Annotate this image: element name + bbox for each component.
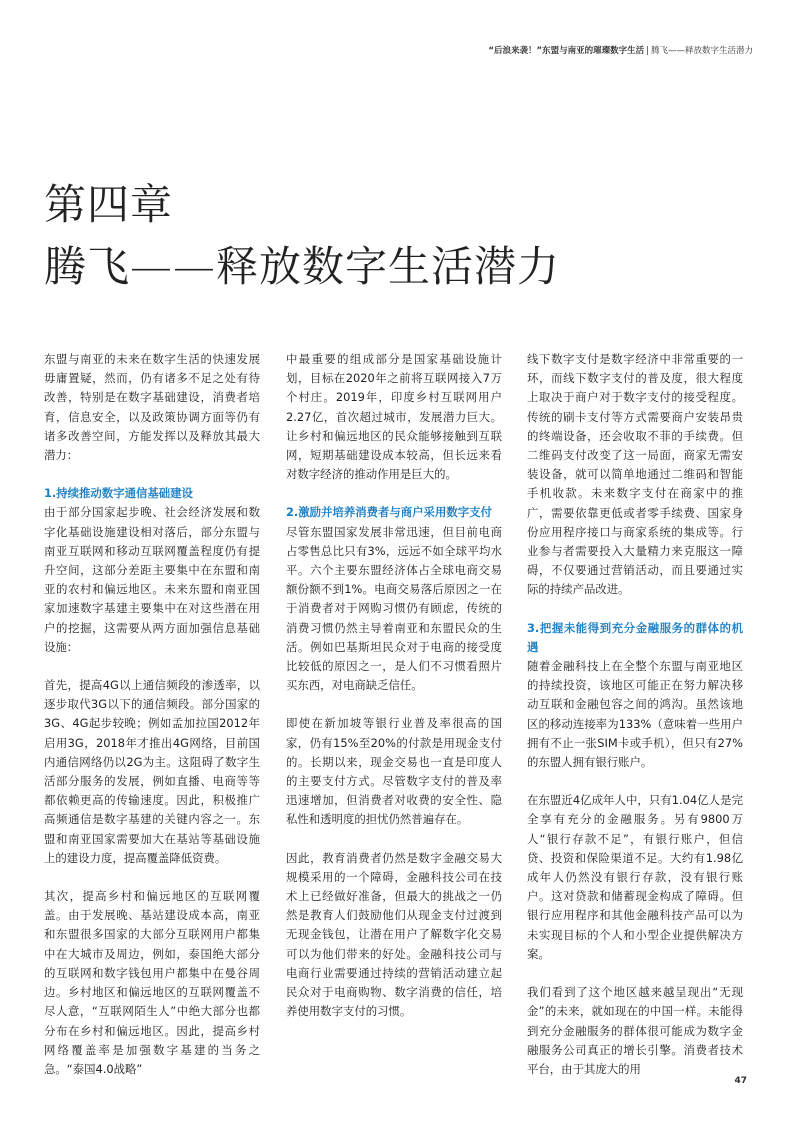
text-column-3 xyxy=(527,350,743,1079)
page-number: 47 xyxy=(734,1076,747,1086)
section-heading-1: 1.持续推动数字通信基础建设 xyxy=(44,486,193,501)
body-paragraph: 其次，提高乡村和偏远地区的互联网覆盖。由于发展晚、基站建设成本高，南亚和东盟很多国家的大部分互联网用户都集中在大城市及周边，例如，泰国绝大部分的互联网和数字钱包用户都集中在曼谷周边。乡村地区和偏远地区的互联网覆盖不尽人意，“互联网陌生人”中绝大部分也都分布在乡村和偏远地区。因此，提高乡村网络覆盖率是加强数字基建的当务之急。“泰国4.0战略” xyxy=(44,889,260,1076)
section-heading-3: 3.把握未能得到充分金融服务的群体的机遇 xyxy=(527,620,743,654)
text-column-1 xyxy=(44,350,260,1079)
body-paragraph: 因此，教育消费者仍然是数字金融交易大规模采用的一个障碍，金融科技公司在技术上已经做好准备，但最大的挑战之一仍然是教育人们鼓励他们从现金支付过渡到无现金钱包，让潜在用户了解数字化交易可以为他们带来的好处。金融科技公司与电商行业需要通过持续的营销活动建立起民众对于电商购物、数字消费的信任，培养使用数字支付的习惯。 xyxy=(286,850,502,1019)
body-paragraph: 在东盟近4亿成年人中，只有1.04亿人是完全享有充分的金融服务。另有9800万人“银行存款不足”，有银行账户，但信贷、投资和保险渠道不足。大约有1.98亿成年人仍然没有银行存款，没有银行账户。这对贷款和储蓄现金构成了障碍。但银行应用程序和其他金融科技产品可以为未实现目标的个人和小型企业提供解决方案。 xyxy=(527,793,743,961)
chapter-number: 第四章 xyxy=(44,180,174,229)
running-header-separator: | xyxy=(646,46,649,56)
body-paragraph: 我们看到了这个地区越来越呈现出“无现金”的未来，就如现在的中国一样。未能得到充分金融服务的群体很可能成为数字金融服务公司真正的增长引擎。消费者技术平台，由于其庞大的用 xyxy=(527,985,743,1076)
running-header-series: “后浪来袭！”东盟与南亚的璀璨数字生活 xyxy=(488,46,645,56)
intro-paragraph: 东盟与南亚的未来在数字生活的快速发展毋庸置疑，然而，仍有诸多不足之处有待改善，特别是在数字基础建设，消费者培育，信息安全，以及政策协调方面等仍有诸多改善空间，方能发挥以及释放其最大潜力： xyxy=(44,352,260,463)
section-heading-2: 2.激励并培养消费者与商户采用数字支付 xyxy=(286,505,492,520)
body-paragraph: 中最重要的组成部分是国家基础设施计划，目标在2020年之前将互联网接入7万个村庄。2019年，印度乡村互联网用户2.27亿，首次超过城市，发展潜力巨大。让乡村和偏远地区的民众能够接触到互联网，短期基础建设成本较高，但长远来看对数字经济的推动作用是巨大的。 xyxy=(286,352,502,482)
running-header xyxy=(488,44,753,56)
body-paragraph: 首先，提高4G以上通信频段的渗透率，以逐步取代3G以下的通信频段。部分国家的3G、4G起步较晚；例如孟加拉国2012年启用3G，2018年才推出4G网络，目前国内通信网络仍以2G为主。这阻碍了数字生活部分服务的发展，例如直播、电商等等都依赖更高的传输速度。因此，积极推广高频通信是数字基建的关键内容之一。东盟和南亚国家需要加大在基站等基础设施上的建设力度，提高覆盖降低资费。 xyxy=(44,678,260,865)
text-column-2 xyxy=(286,350,502,1022)
body-paragraph: 由于部分国家起步晚、社会经济发展和数字化基础设施建设相对落后，部分东盟与南亚互联网和移动互联网覆盖程度仍有提升空间，这部分差距主要集中在东盟和南亚的农村和偏远地区。未来东盟和南亚国家加速数字基建主要集中在对这些潜在用户的挖掘，这需要从两方面加强信息基础设施： xyxy=(44,505,260,654)
running-header-section: 腾飞——释放数字生活潜力 xyxy=(650,46,753,56)
body-paragraph: 尽管东盟国家发展非常迅速，但目前电商占零售总比只有3%，远远不如全球平均水平。六个主要东盟经济体占全球电商交易额份额不到1%。电商交易落后原因之一在于消费者对于网购习惯仍有顾虑，传统的消费习惯仍然主导着南亚和东盟民众的生活。例如巴基斯坦民众对于电商的接受度比较低的原因之一，是人们不习惯看照片买东西，对电商缺乏信任。 xyxy=(286,524,502,693)
body-paragraph: 随着金融科技上在全整个东盟与南亚地区的持续投资，该地区可能正在努力解决移动互联和金融包容之间的鸿沟。虽然该地区的移动连接率为133%（意味着一些用户拥有不止一张SIM卡或手机），但只有27%的东盟人拥有银行账户。 xyxy=(527,659,743,770)
body-paragraph: 线下数字支付是数字经济中非常重要的一环，而线下数字支付的普及度，很大程度上取决于商户对于数字支付的接受程度。传统的刷卡支付等方式需要商户安装昂贵的终端设备，还会收取不菲的手续费。但二维码支付改变了这一局面，商家无需安装设备，就可以简单地通过二维码和智能手机收款。未来数字支付在商家中的推广，需要依靠更低或者零手续费、国家身份应用程序接口与商家系统的集成等。行业参与者需要投入大量精力来克服这一障碍，不仅要通过营销活动，而且要通过实际的持续产品改进。 xyxy=(527,352,743,597)
chapter-title: 腾飞——释放数字生活潜力 xyxy=(44,242,561,291)
body-paragraph: 即使在新加坡等银行业普及率很高的国家，仍有15%至20%的付款是用现金支付的。长期以来，现金交易也一直是印度人的主要支付方式。尽管数字支付的普及率迅速增加，但消费者对收费的安全性、隐私性和透明度的担忧仍然普遍存在。 xyxy=(286,716,502,827)
